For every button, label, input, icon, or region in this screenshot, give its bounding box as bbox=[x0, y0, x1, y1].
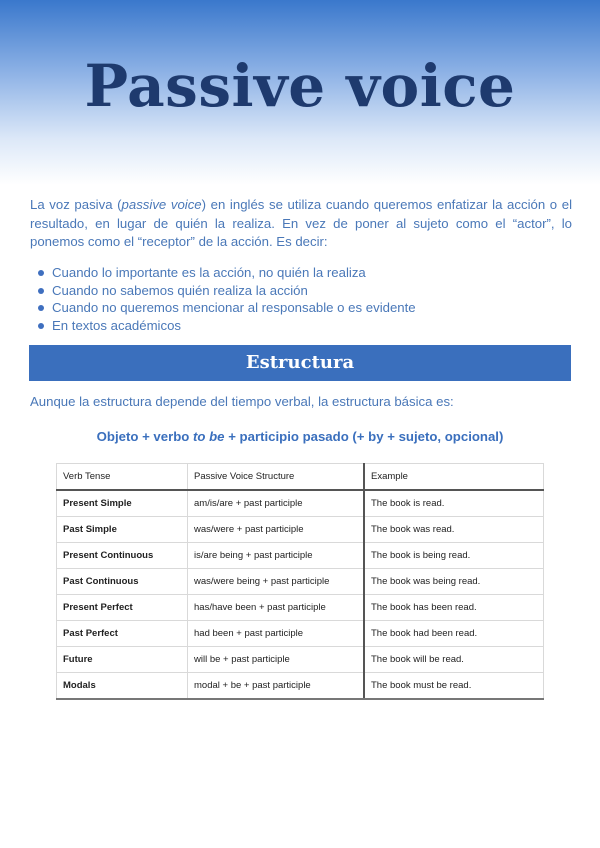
table-row bbox=[57, 490, 544, 517]
cell-structure: had been + past participle bbox=[188, 621, 365, 647]
column-header-verb-tense: Verb Tense bbox=[57, 464, 188, 491]
cell-tense: Present Continuous bbox=[57, 543, 188, 569]
cell-example: The book is read. bbox=[364, 490, 544, 517]
cell-tense: Modals bbox=[57, 673, 188, 700]
table-row bbox=[57, 517, 544, 543]
usage-bullet-list bbox=[38, 264, 578, 334]
list-item: Cuando lo importante es la acción, no quién la realiza bbox=[38, 264, 578, 282]
cell-example: The book had been read. bbox=[364, 621, 544, 647]
cell-structure: has/have been + past participle bbox=[188, 595, 365, 621]
column-header-structure: Passive Voice Structure bbox=[188, 464, 365, 491]
table-header-row bbox=[57, 464, 544, 491]
cell-tense: Future bbox=[57, 647, 188, 673]
structure-intro-text: Aunque la estructura depende del tiempo verbal, la estructura básica es: bbox=[30, 394, 454, 409]
formula-part2: + participio pasado (+ by + sujeto, opcional) bbox=[224, 429, 504, 444]
structure-formula bbox=[0, 429, 600, 444]
cell-structure: was/were being + past participle bbox=[188, 569, 365, 595]
table-row bbox=[57, 621, 544, 647]
formula-emphasis: to be bbox=[193, 429, 225, 444]
cell-structure: was/were + past participle bbox=[188, 517, 365, 543]
table-row bbox=[57, 595, 544, 621]
intro-term: passive voice bbox=[121, 197, 202, 212]
cell-example: The book was read. bbox=[364, 517, 544, 543]
cell-tense: Past Perfect bbox=[57, 621, 188, 647]
cell-structure: is/are being + past participle bbox=[188, 543, 365, 569]
table-row bbox=[57, 543, 544, 569]
cell-example: The book will be read. bbox=[364, 647, 544, 673]
cell-example: The book must be read. bbox=[364, 673, 544, 700]
intro-text-part2: ) en inglés se utiliza cuando queremos enfatizar la acción o el resultado, en lugar de quién la realiza. En vez de poner al sujeto como el “actor”, lo ponemos como el “receptor” de la acción. Es decir: bbox=[30, 197, 572, 249]
section-heading-estructura: Estructura bbox=[29, 345, 571, 381]
intro-text-part1: La voz pasiva ( bbox=[30, 197, 122, 212]
cell-structure: am/is/are + past participle bbox=[188, 490, 365, 517]
cell-tense: Past Continuous bbox=[57, 569, 188, 595]
cell-structure: will be + past participle bbox=[188, 647, 365, 673]
table-row bbox=[57, 673, 544, 700]
list-item: Cuando no sabemos quién realiza la acción bbox=[38, 282, 578, 300]
list-item: En textos académicos bbox=[38, 317, 578, 335]
cell-tense: Present Perfect bbox=[57, 595, 188, 621]
cell-structure: modal + be + past participle bbox=[188, 673, 365, 700]
cell-example: The book is being read. bbox=[364, 543, 544, 569]
formula-part1: Objeto + verbo bbox=[96, 429, 194, 444]
cell-example: The book has been read. bbox=[364, 595, 544, 621]
table-row bbox=[57, 647, 544, 673]
cell-example: The book was being read. bbox=[364, 569, 544, 595]
column-header-example: Example bbox=[364, 464, 544, 491]
list-item: Cuando no queremos mencionar al responsable o es evidente bbox=[38, 299, 578, 317]
cell-tense: Present Simple bbox=[57, 490, 188, 517]
intro-paragraph bbox=[30, 196, 572, 252]
cell-tense: Past Simple bbox=[57, 517, 188, 543]
page-title: Passive voice bbox=[84, 52, 516, 120]
passive-voice-table bbox=[56, 463, 544, 700]
table-row bbox=[57, 569, 544, 595]
